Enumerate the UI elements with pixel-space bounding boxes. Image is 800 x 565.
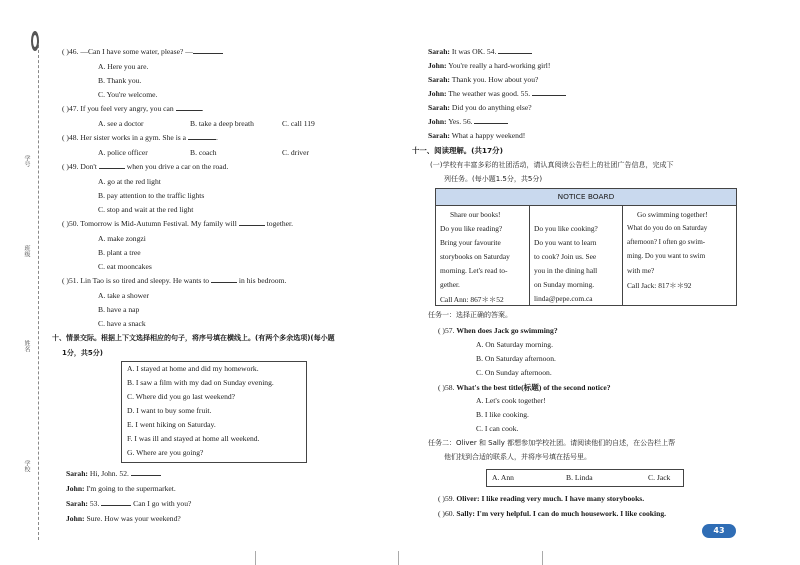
- q50-opt-c: C. eat mooncakes: [98, 262, 152, 271]
- q46-opt-a: A. Here you are.: [98, 62, 149, 71]
- margin-label-id: 学号: [23, 155, 30, 167]
- section-10-heading-line2: 1分，共5分): [62, 349, 103, 357]
- speaker: Sarah:: [428, 103, 450, 112]
- q57-opt-c: C. On Sunday afternoon.: [476, 368, 552, 377]
- blank-56[interactable]: [474, 123, 508, 124]
- margin-label-name: 姓名: [23, 340, 30, 352]
- notice-3-line: What do you do on Saturday: [627, 224, 708, 232]
- q47-opt-b: B. take a deep breath: [190, 119, 254, 128]
- choice-d: D. I want to buy some fruit.: [127, 406, 212, 415]
- q57-num: ( )57.: [438, 326, 455, 335]
- q57: [438, 326, 558, 335]
- dialogue-sarah-4: [428, 75, 538, 84]
- q51-blank[interactable]: [211, 282, 237, 283]
- q47-num: ( )47.: [62, 104, 79, 113]
- q49-text-a: Don't: [80, 162, 97, 171]
- dialogue-55: [428, 89, 566, 98]
- notice-2-line: you in the dining hall: [534, 266, 598, 275]
- page-number-badge: 43: [702, 524, 736, 538]
- q49-opt-a: A. go at the red light: [98, 177, 161, 186]
- speaker: Sarah:: [66, 499, 88, 508]
- notice-2-email: linda@pepe.com.ca: [534, 294, 593, 303]
- choice-f: F. I was ill and stayed at home all weekend.: [127, 434, 260, 443]
- dialogue-53: [66, 499, 191, 508]
- q59-num: ( )59.: [438, 494, 455, 503]
- line-text-b: Can I go with you?: [133, 499, 192, 508]
- dialogue-sarah-5: [428, 103, 532, 112]
- q46-text: —Can I have some water, please? —: [80, 47, 193, 56]
- q47-opt-a: A. see a doctor: [98, 119, 144, 128]
- q46-opt-c: C. You're welcome.: [98, 90, 158, 99]
- line-text: Did you do anything else?: [451, 103, 532, 112]
- line-text-a: 53.: [89, 499, 100, 508]
- q49-opt-c: C. stop and wait at the red light: [98, 205, 194, 214]
- q46-num: ( )46.: [62, 47, 79, 56]
- speaker: John:: [428, 61, 447, 70]
- notice-1-line: Share our books!: [450, 210, 501, 219]
- binding-margin: [0, 0, 48, 565]
- choice-b: B. I saw a film with my dad on Sunday evening.: [127, 378, 274, 387]
- q49-blank[interactable]: [99, 168, 125, 169]
- q51-opt-a: A. take a shower: [98, 291, 150, 300]
- notice-2-line: on Sunday morning.: [534, 280, 595, 289]
- speaker: Sarah:: [428, 47, 450, 56]
- choice-c: C. Where did you go last weekend?: [127, 392, 236, 401]
- speaker: Sarah:: [66, 469, 88, 478]
- task-2-heading-line2: 他们找到合适的联系人，并将序号填在括号里。: [444, 453, 591, 461]
- line-text: What a happy weekend!: [451, 131, 526, 140]
- q49: [62, 162, 228, 171]
- q59: [438, 494, 644, 503]
- blank-54[interactable]: [498, 53, 532, 54]
- q47-blank[interactable]: [176, 110, 202, 111]
- dialogue-john-1: [66, 484, 176, 493]
- notice-3: [623, 206, 736, 305]
- margin-label-class: 班级: [23, 245, 30, 257]
- notice-3-line: afternoon? I often go swim-: [627, 238, 706, 246]
- notice-3-line: ming. Do you want to swim: [627, 252, 706, 260]
- blank-53[interactable]: [101, 505, 131, 506]
- q58-text: What's the best title(标题) of the second notice?: [456, 383, 611, 392]
- q46-blank[interactable]: [193, 53, 223, 54]
- notice-3-line: Go swimming together!: [637, 210, 708, 219]
- dialogue-sarah-6: [428, 131, 525, 140]
- notice-2-line: Do you like cooking?: [534, 224, 598, 233]
- notice-board-title: NOTICE BOARD: [436, 189, 736, 206]
- notice-1-line: Call Ann: 867＊＊52: [440, 295, 504, 304]
- speaker: John:: [66, 484, 85, 493]
- q58: [438, 382, 611, 393]
- notice-1-line: Do you like reading?: [440, 224, 503, 233]
- q51-num: ( )51.: [62, 276, 79, 285]
- crop-mark: [255, 551, 256, 565]
- q50-opt-a: A. make zongzi: [98, 234, 146, 243]
- q51-opt-b: B. have a nap: [98, 305, 140, 314]
- q49-text-b: when you drive a car on the road.: [126, 162, 229, 171]
- q57-opt-b: B. On Saturday afternoon.: [476, 354, 556, 363]
- line-text: Hi, John. 52.: [89, 469, 129, 478]
- speaker: Sarah:: [428, 131, 450, 140]
- crop-mark: [542, 551, 543, 565]
- q48-opt-a: A. police officer: [98, 148, 148, 157]
- q48: ( )48. Her sister works in a gym. She is a .: [62, 133, 218, 142]
- q49-num: ( )49.: [62, 162, 79, 171]
- q48-opt-c: C. driver: [282, 148, 309, 157]
- choice-e: E. I went hiking on Saturday.: [127, 420, 216, 429]
- blank-55[interactable]: [532, 95, 566, 96]
- dialogue-56: [428, 117, 508, 126]
- q60: [438, 509, 666, 518]
- contact-a: A. Ann: [492, 473, 514, 482]
- q58-opt-c: C. I can cook.: [476, 424, 519, 433]
- q51-text-b: in his bedroom.: [238, 276, 287, 285]
- q50-blank[interactable]: [239, 225, 265, 226]
- q57-opt-a: A. On Saturday morning.: [476, 340, 553, 349]
- q60-text: Sally: I'm very helpful. I can do much housework. I like cooking.: [456, 509, 667, 518]
- q59-text: Oliver: I like reading very much. I have many storybooks.: [456, 494, 645, 503]
- notice-2: [530, 206, 623, 305]
- q58-opt-b: B. I like cooking.: [476, 410, 529, 419]
- q50: [62, 219, 293, 228]
- notice-1-line: morning. Let's read to-: [440, 266, 508, 275]
- q57-text: When does Jack go swimming?: [456, 326, 558, 335]
- subsection-1-line2: 列任务。(每小题1.5分，共5分): [444, 175, 543, 183]
- line-text: You're really a hard-working girl!: [448, 61, 551, 70]
- speaker: John:: [66, 514, 85, 523]
- blank-52[interactable]: [131, 475, 161, 476]
- notice-3-line: Call Jack: 817＊＊92: [627, 281, 692, 290]
- speaker: Sarah:: [428, 75, 450, 84]
- dialogue-54: [428, 47, 532, 56]
- notice-1-line: Bring your favourite: [440, 238, 501, 247]
- margin-label-school: 学校: [23, 460, 30, 472]
- speaker: John:: [428, 89, 447, 98]
- crop-mark: [398, 551, 399, 565]
- task-2-heading-line1: 任务二：Oliver 和 Sally 都想参加学校社团。请阅读他们的自述，在公告栏上帮: [428, 439, 676, 447]
- choice-a: A. I stayed at home and did my homework.: [127, 364, 259, 373]
- section-11-heading: 十一、阅读理解。(共17分): [412, 146, 503, 155]
- dialogue-52: [66, 469, 161, 478]
- task-1-heading: 任务一：选择正确的答案。: [428, 311, 512, 319]
- line-text: Yes. 56.: [448, 117, 473, 126]
- q51-text-a: Lin Tao is so tired and sleepy. He wants to: [80, 276, 210, 285]
- section-10-heading-line1: 十、情景交际。根据上下文选择相应的句子，将序号填在横线上。(有两个多余选项)(每小题: [52, 334, 335, 342]
- dialogue-john-3: [428, 61, 550, 70]
- line-text: I'm going to the supermarket.: [86, 484, 176, 493]
- q58-opt-a: A. Let's cook together!: [476, 396, 546, 405]
- choice-g: G. Where are you going?: [127, 448, 204, 457]
- q50-text-a: Tomorrow is Mid-Autumn Festival. My family will: [80, 219, 237, 228]
- q48-blank[interactable]: [188, 139, 216, 140]
- q48-opt-b: B. coach: [190, 148, 217, 157]
- contact-b: B. Linda: [566, 473, 593, 482]
- q48-num: ( )48.: [62, 133, 79, 142]
- line-text: Sure. How was your weekend?: [86, 514, 181, 523]
- notice-1: [436, 206, 530, 305]
- notice-2-line: to cook? Join us. See: [534, 252, 597, 261]
- q47: ( )47. If you feel very angry, you can .: [62, 104, 204, 113]
- cut-line: [38, 40, 39, 540]
- q47-opt-c: C. call 119: [282, 119, 315, 128]
- q50-opt-b: B. plant a tree: [98, 248, 141, 257]
- q50-num: ( )50.: [62, 219, 79, 228]
- dialogue-john-2: [66, 514, 181, 523]
- notice-board: [435, 188, 737, 306]
- notice-1-line: gether.: [440, 280, 460, 289]
- q51: [62, 276, 286, 285]
- q58-num: ( )58.: [438, 383, 455, 392]
- q46-opt-b: B. Thank you.: [98, 76, 142, 85]
- q46: [62, 47, 223, 56]
- contact-c: C. Jack: [648, 473, 671, 482]
- line-text: Thank you. How about you?: [451, 75, 539, 84]
- notice-1-line: storybooks on Saturday: [440, 252, 510, 261]
- notice-2-line: Do you want to learn: [534, 238, 597, 247]
- q50-text-b: together.: [266, 219, 294, 228]
- q48-text: Her sister works in a gym. She is a: [80, 133, 187, 142]
- q51-opt-c: C. have a snack: [98, 319, 146, 328]
- line-text: It was OK. 54.: [451, 47, 497, 56]
- line-text: The weather was good. 55.: [448, 89, 531, 98]
- subsection-1-line1: (一)学校有丰富多彩的社团活动，请认真阅读公告栏上的社团广告信息，完成下: [430, 161, 674, 169]
- binding-logo-icon: [30, 30, 40, 52]
- q47-text: If you feel very angry, you can: [80, 104, 174, 113]
- q60-num: ( )60.: [438, 509, 455, 518]
- notice-3-line: with me?: [627, 266, 655, 275]
- q49-opt-b: B. pay attention to the traffic lights: [98, 191, 205, 200]
- speaker: John:: [428, 117, 447, 126]
